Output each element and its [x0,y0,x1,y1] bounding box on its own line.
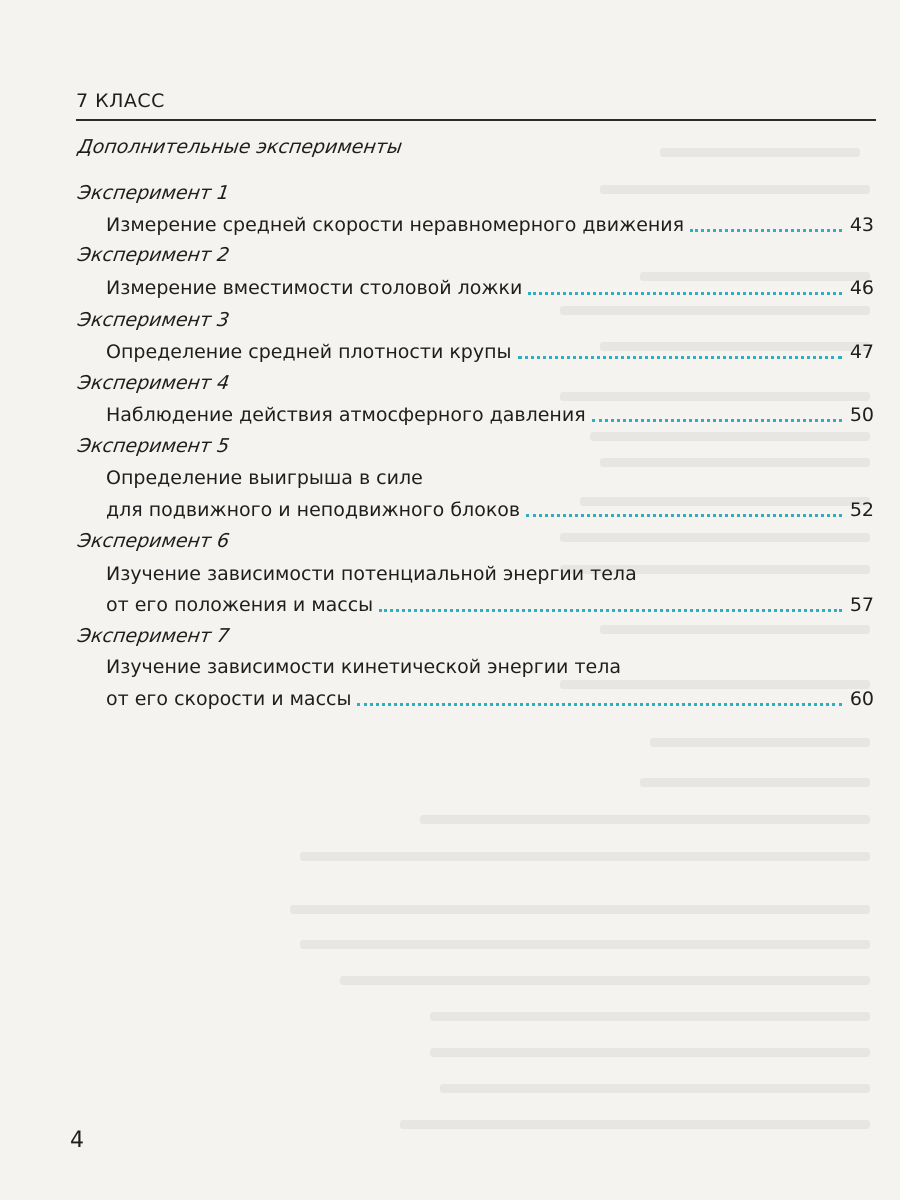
dot-leader [518,356,842,359]
dot-leader [592,419,842,422]
page-ref: 47 [849,341,874,363]
page-ref: 46 [849,277,874,299]
page-ref: 57 [849,594,874,616]
experiment-label: Эксперимент 3 [76,309,231,331]
entry-text: от его скорости и массы [106,688,352,710]
entry-text-first-line: Изучение зависимости потенциальной энергии тела [106,563,637,585]
section-title: Дополнительные эксперименты [76,136,404,158]
toc-entry[interactable] [106,341,874,363]
entry-text: Наблюдение действия атмосферного давления [106,404,586,426]
toc-entry[interactable] [106,499,874,521]
experiment-label: Эксперимент 2 [76,244,231,266]
page-number: 4 [70,1128,84,1153]
dot-leader [526,514,842,517]
entry-text: Измерение вместимости столовой ложки [106,277,523,299]
dot-leader [690,229,842,232]
experiment-label: Эксперимент 5 [76,435,231,457]
experiment-label: Эксперимент 6 [76,530,231,552]
page-ref: 50 [849,404,874,426]
dot-leader [357,703,841,706]
experiment-label: Эксперимент 1 [76,182,231,204]
dot-leader [528,292,841,295]
toc-entry[interactable] [106,404,874,426]
page-ref: 52 [849,499,874,521]
experiment-label: Эксперимент 4 [76,372,231,394]
toc-entry[interactable] [106,277,874,299]
header-rule [76,119,876,121]
entry-text: Измерение средней скорости неравномерного движения [106,214,685,236]
class-header: 7 КЛАСС [76,90,165,112]
entry-text: Определение средней плотности крупы [106,341,512,363]
entry-text: для подвижного и неподвижного блоков [106,499,521,521]
experiment-label: Эксперимент 7 [76,625,231,647]
entry-text: от его положения и массы [106,594,374,616]
page-ref: 60 [849,688,874,710]
entry-text-first-line: Определение выигрыша в силе [106,467,423,489]
toc-entry[interactable] [106,594,874,616]
dot-leader [379,609,842,612]
toc-entry[interactable] [106,214,874,236]
toc-entry[interactable] [106,688,874,710]
page-ref: 43 [849,214,874,236]
entry-text-first-line: Изучение зависимости кинетической энергии тела [106,656,621,678]
